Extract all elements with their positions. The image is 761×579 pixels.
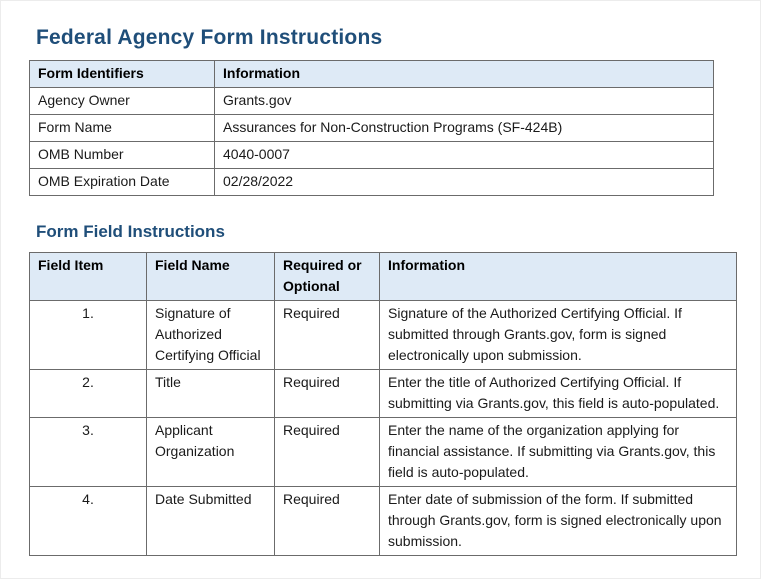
table-cell: Form Name [30, 115, 215, 142]
table-cell: Applicant Organization [147, 418, 275, 487]
section-title: Form Field Instructions [36, 222, 225, 241]
table-cell: 2. [30, 370, 147, 418]
form-identifiers-table [29, 60, 714, 196]
table-row [30, 418, 737, 487]
table-row [30, 142, 714, 169]
table-cell: Required [275, 418, 380, 487]
table-cell: 4040-0007 [215, 142, 714, 169]
table-cell: OMB Expiration Date [30, 169, 215, 196]
table-row [30, 301, 737, 370]
column-header-information: Information [380, 253, 737, 301]
table-cell: Required [275, 370, 380, 418]
table-cell: Enter the name of the organization applying for financial assistance. If submitting via Grants.gov, this field is auto-populated. [380, 418, 737, 487]
table-header-row [30, 61, 714, 88]
table-cell: Agency Owner [30, 88, 215, 115]
table-row [30, 88, 714, 115]
table-header-row [30, 253, 737, 301]
table-row [30, 370, 737, 418]
column-header-field-item: Field Item [30, 253, 147, 301]
column-header-field-name: Field Name [147, 253, 275, 301]
column-header-required-or-optional: Required or Optional [275, 253, 380, 301]
table-cell: Assurances for Non-Construction Programs (SF-424B) [215, 115, 714, 142]
table-body [30, 88, 714, 196]
table-cell: Required [275, 301, 380, 370]
table-cell: Enter the title of Authorized Certifying Official. If submitting via Grants.gov, this field is auto-populated. [380, 370, 737, 418]
table-cell: Title [147, 370, 275, 418]
form-field-table [29, 252, 737, 556]
table-cell: 4. [30, 487, 147, 556]
column-header-form-identifiers: Form Identifiers [30, 61, 215, 88]
table-body [30, 301, 737, 556]
table-cell: 3. [30, 418, 147, 487]
table-cell: Grants.gov [215, 88, 714, 115]
table-cell: Signature of the Authorized Certifying Official. If submitted through Grants.gov, form is signed electronically upon submission. [380, 301, 737, 370]
table-cell: Enter date of submission of the form. If submitted through Grants.gov, form is signed electronically upon submission. [380, 487, 737, 556]
table-cell: 1. [30, 301, 147, 370]
table-cell: Date Submitted [147, 487, 275, 556]
table-row [30, 487, 737, 556]
table-cell: 02/28/2022 [215, 169, 714, 196]
table-cell: OMB Number [30, 142, 215, 169]
table-row [30, 115, 714, 142]
table-row [30, 169, 714, 196]
table-cell: Signature of Authorized Certifying Official [147, 301, 275, 370]
page-title: Federal Agency Form Instructions [36, 26, 383, 49]
column-header-information: Information [215, 61, 714, 88]
table-cell: Required [275, 487, 380, 556]
